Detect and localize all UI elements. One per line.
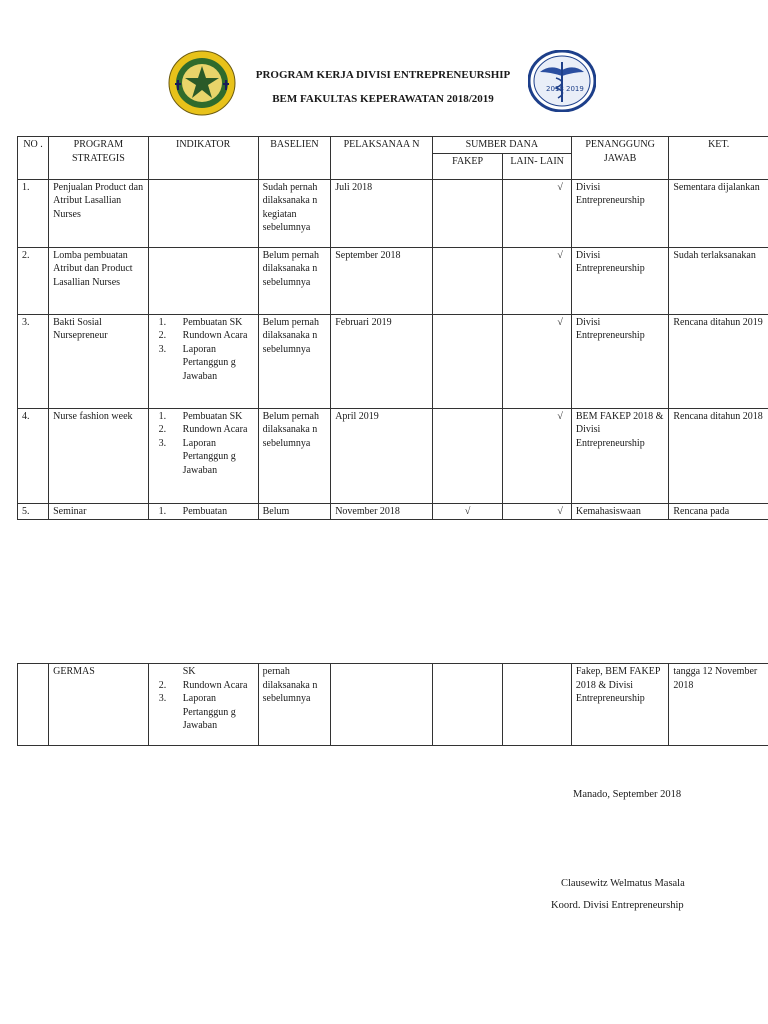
cell-fakep [432, 408, 503, 503]
cell-baselien: Belum pernah dilaksanaka n sebelumnya [258, 408, 331, 503]
cell-penanggung-jawab: Divisi Entrepreneurship [571, 247, 669, 314]
cell-baselien: Sudah pernah dilaksanaka n kegiatan sebelumnya [258, 179, 331, 247]
cell-baselien: Belum pernah dilaksanaka n sebelumnya [258, 314, 331, 408]
header-indikator: INDIKATOR [148, 137, 258, 180]
cell-no: 2. [18, 247, 49, 314]
cell-lain-lain: √ [503, 247, 571, 314]
header-baselien: BASELIEN [258, 137, 331, 180]
header-lain-lain: LAIN- LAIN [503, 153, 571, 179]
cell-indikator [148, 664, 258, 746]
cell-baselien: Belum pernah dilaksanaka n sebelumnya [258, 247, 331, 314]
cell-program: Bakti Sosial Nursepreneur [49, 314, 149, 408]
cell-program: GERMAS [49, 664, 149, 746]
indikator-item: 3. Laporan Pertanggun g Jawaban [158, 693, 236, 731]
cell-no: 5. [18, 503, 49, 520]
cell-pelaksanaan: November 2018 [331, 503, 433, 520]
document-header [168, 50, 598, 116]
cell-program: Nurse fashion week [49, 408, 149, 503]
table-row [18, 664, 768, 746]
cell-penanggung-jawab: BEM FAKEP 2018 & Divisi Entrepreneurship [571, 408, 669, 503]
cell-ket: tangga 12 November 2018 [669, 664, 768, 746]
cell-pelaksanaan [331, 664, 433, 746]
university-seal-logo [168, 50, 236, 116]
cell-lain-lain [503, 664, 571, 746]
header-penanggung-jawab: PENANGGUNG JAWAB [571, 137, 669, 180]
cell-program: Seminar [49, 503, 149, 520]
indikator-item: 1. Pembuatan [158, 505, 228, 517]
indikator-item: 2. Rundown Acara [158, 424, 248, 435]
cell-no: 4. [18, 408, 49, 503]
table-row [18, 247, 768, 314]
cell-indikator [148, 314, 258, 408]
cell-lain-lain: √ [503, 179, 571, 247]
cell-indikator [148, 179, 258, 247]
faculty-caduceus-logo [528, 50, 596, 112]
cell-pelaksanaan: September 2018 [331, 247, 433, 314]
indikator-item: 1. Pembuatan SK [158, 316, 243, 328]
indikator-list [153, 665, 254, 733]
indikator-item: 1. Pembuatan SK [158, 410, 243, 422]
signatory-role: Koord. Divisi Entrepreneurship [551, 900, 684, 911]
indikator-list [153, 505, 254, 519]
header-ket: KET. [669, 137, 768, 180]
cell-no: 1. [18, 179, 49, 247]
header-pelaksanaan: PELAKSANAA N [331, 137, 433, 180]
cell-penanggung-jawab: Divisi Entrepreneurship [571, 314, 669, 408]
cell-penanggung-jawab: Kemahasiswaan [571, 503, 669, 520]
cell-no [18, 664, 49, 746]
header-sumber-dana: SUMBER DANA [432, 137, 571, 154]
cell-penanggung-jawab: Divisi Entrepreneurship [571, 179, 669, 247]
cell-fakep [432, 664, 503, 746]
signatory-name: Clausewitz Welmatus Masala [561, 878, 685, 889]
cell-pelaksanaan: April 2019 [331, 408, 433, 503]
cell-lain-lain: √ [503, 314, 571, 408]
indikator-item: 2. Rundown Acara [158, 679, 248, 691]
cell-no: 3. [18, 314, 49, 408]
cell-lain-lain: √ [503, 408, 571, 503]
indikator-item: 2. Rundown Acara [158, 330, 248, 341]
cell-ket: Rencana pada [669, 503, 768, 520]
cell-ket: Sudah terlaksanakan [669, 247, 768, 314]
cell-fakep [432, 314, 503, 408]
cell-fakep [432, 179, 503, 247]
cell-ket: Sementara dijalankan [669, 179, 768, 247]
cell-baselien: pernah dilaksanaka n sebelumnya [258, 664, 331, 746]
svg-text:2019: 2019 [566, 85, 584, 93]
cell-pelaksanaan: Februari 2019 [331, 314, 433, 408]
cell-indikator [148, 247, 258, 314]
indikator-item: SK [182, 666, 196, 677]
cell-baselien: Belum [258, 503, 331, 520]
table-row [18, 503, 768, 520]
place-date: Manado, September 2018 [573, 789, 682, 800]
program-table [17, 136, 768, 520]
table-row [18, 179, 768, 247]
header-no: NO . [18, 137, 49, 180]
indikator-item: 3. Laporan Pertanggun g Jawaban [158, 343, 236, 382]
cell-lain-lain: √ [503, 503, 571, 520]
cell-program: Penjualan Product dan Atribut Lasallian Nurses [49, 179, 149, 247]
cell-ket: Rencana ditahun 2019 [669, 314, 768, 408]
cell-program: Lomba pembuatan Atribut dan Product Lasallian Nurses [49, 247, 149, 314]
cell-penanggung-jawab: Fakep, BEM FAKEP 2018 & Divisi Entrepreneurship [571, 664, 669, 746]
indikator-list [153, 410, 254, 478]
program-table-continued [17, 663, 768, 746]
cell-fakep [432, 247, 503, 314]
indikator-item: 3. Laporan Pertanggun g Jawaban [158, 437, 236, 476]
table-row [18, 314, 768, 408]
table-header-row [18, 137, 768, 154]
document-subtitle: BEM FAKULTAS KEPERAWATAN 2018/2019 [272, 93, 494, 105]
header-program: PROGRAM STRATEGIS [49, 137, 149, 180]
table-row [18, 408, 768, 503]
cell-pelaksanaan: Juli 2018 [331, 179, 433, 247]
header-fakep: FAKEP [432, 153, 503, 179]
document-title: PROGRAM KERJA DIVISI ENTREPRENEURSHIP [255, 69, 511, 81]
cell-ket: Rencana ditahun 2018 [669, 408, 768, 503]
cell-indikator [148, 503, 258, 520]
svg-text:2018: 2018 [546, 85, 564, 93]
cell-fakep: √ [432, 503, 503, 520]
indikator-list [153, 316, 254, 384]
cell-indikator [148, 408, 258, 503]
